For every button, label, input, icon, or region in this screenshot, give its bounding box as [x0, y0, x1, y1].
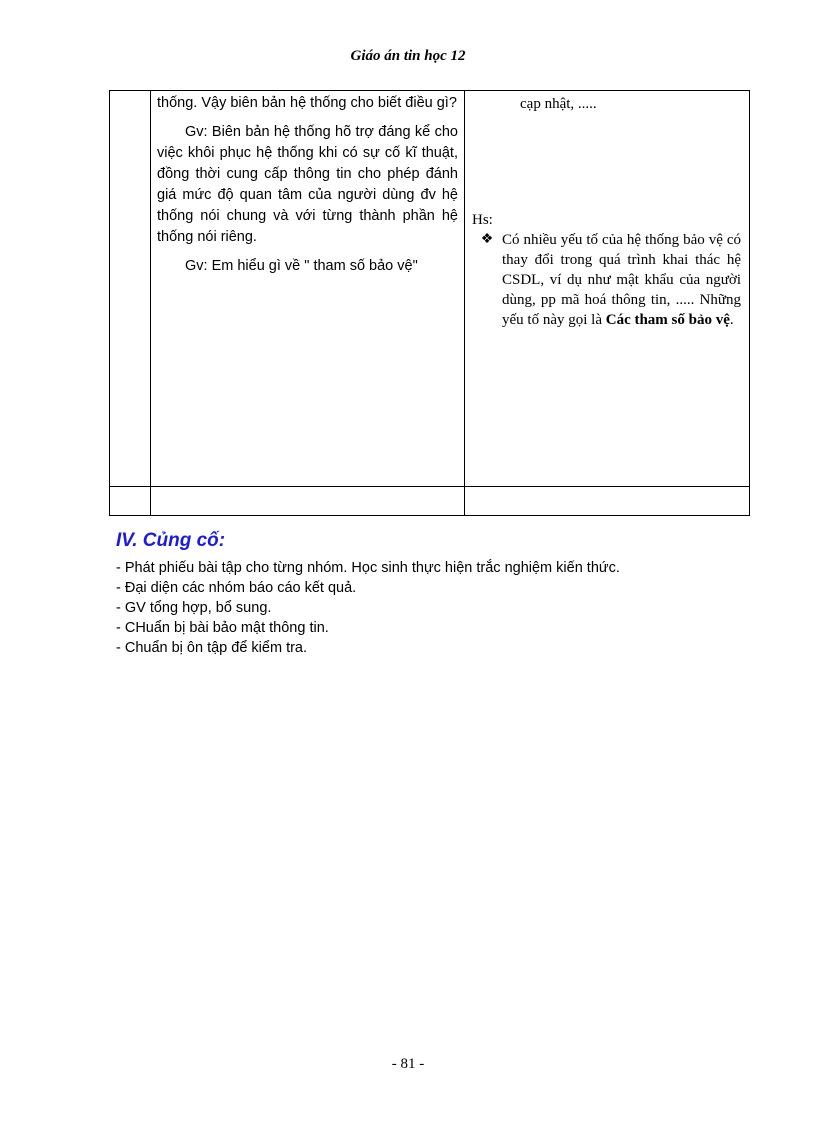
consolidation-list [116, 558, 620, 658]
teacher-paragraph: Gv: Biên bản hệ thống hõ trợ đáng kể cho việc khôi phục hệ thống khi có sự cố kĩ thuật, đồng thời cung cấp thông tin cho phép đánh giá mức độ quan tâm của người dùng đv hệ thống nói chung và với từng thành phần hệ thống nói riêng. [157, 124, 458, 245]
list-item: - Phát phiếu bài tập cho từng nhóm. Học sinh thực hiện trắc nghiệm kiến thức. [116, 560, 620, 576]
table-cell-empty [151, 487, 465, 516]
student-label: Hs: [472, 212, 493, 228]
student-activity-cell [465, 91, 750, 487]
bullet-text: Có nhiều yếu tố của hệ thống bảo vệ có thay đổi trong quá trình khai thác hệ CSDL, ví dụ như mật khẩu của người dùng, pp mã hoá thông tin, ..... Những yếu tố này gọi là [502, 232, 741, 328]
section-title: IV. Củng cố: [116, 530, 226, 551]
page-number: - 81 - [391, 1056, 425, 1072]
teacher-paragraph: thống. Vậy biên bản hệ thống cho biết điều gì? [157, 95, 457, 111]
diamond-bullet-icon: ❖ [480, 232, 494, 247]
document-header: Giáo án tin học 12 [350, 48, 466, 64]
list-item: - Chuẩn bị ôn tập để kiểm tra. [116, 640, 308, 656]
student-continuation: cạp nhật, ..... [520, 96, 597, 112]
list-item: - GV tổng hợp, bổ sung. [116, 600, 272, 616]
bullet-end: . [729, 312, 734, 328]
teacher-activity-cell [151, 91, 465, 487]
table-row [110, 91, 750, 487]
table-cell-empty [465, 487, 750, 516]
table-row [110, 487, 750, 516]
table-cell-index [110, 91, 151, 487]
lesson-table [109, 90, 750, 516]
student-bullet [472, 230, 741, 330]
list-item: - Đại diện các nhóm báo cáo kết quả. [116, 580, 357, 596]
bullet-bold-term: Các tham số bảo vệ [605, 312, 730, 328]
teacher-question: Gv: Em hiểu gì về " tham số bảo vệ" [185, 258, 418, 274]
list-item: - CHuẩn bị bài bảo mật thông tin. [116, 620, 329, 636]
table-cell-empty [110, 487, 151, 516]
